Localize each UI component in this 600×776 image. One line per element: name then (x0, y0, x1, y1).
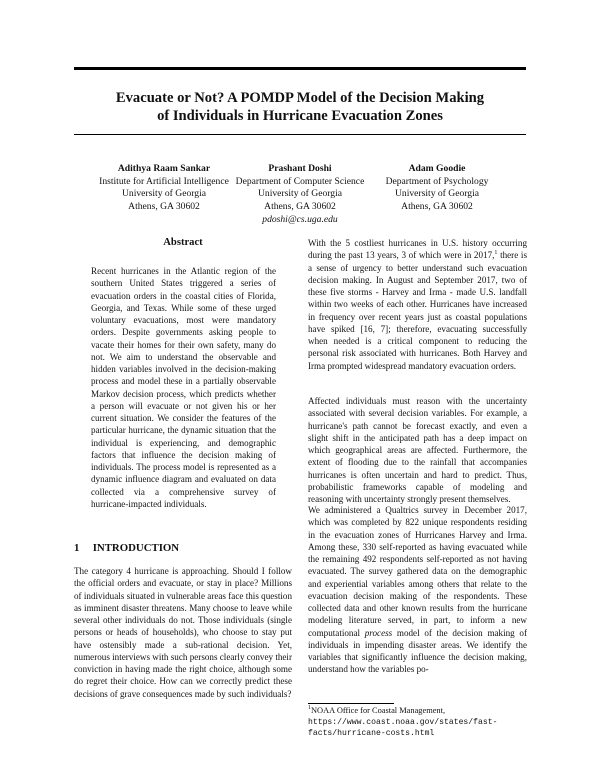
author-university: University of Georgia (257, 188, 342, 200)
author-city: Athens, GA 30602 (401, 201, 473, 213)
title-line-2: of Individuals in Hurricane Evacuation Zones (157, 108, 443, 124)
title-line-1: Evacuate or Not? A POMDP Model of the Decision Making (115, 90, 485, 106)
paper-title (74, 89, 526, 125)
right-paragraph-3-text-cont: model of the decision making of individuals in impending disaster areas. We identify the variables that significantly influence the decision making, understand how the variables po- (308, 627, 527, 675)
title-bottom-rule (74, 134, 526, 135)
right-paragraph-1 (308, 237, 527, 372)
right-paragraph-3-text: We administered a Qualtrics survey in December 2017, which was completed by 822 unique respondents residing in the evacuation zones of Hurricanes Harvey and Irma. Among these, 330 self-reported as having evacuated while the remaining 492 respondents self-reported as not having evacuated. The survey gathered data on the demographic and experiential variables among others that relate to the evacuation decision making of the respondents. These collected data and other known results from the hurricane modeling literature served, in part, to inform a new computational (308, 505, 527, 638)
right-paragraph-3 (308, 504, 527, 676)
author-name: Prashant Doshi (268, 163, 332, 174)
section-number: 1 (74, 542, 80, 554)
author-city: Athens, GA 30602 (264, 201, 336, 213)
author-name: Adam Goodie (408, 163, 466, 174)
abstract-text: Recent hurricanes in the Atlantic region of the southern United States triggered a series of evacuation orders in the coastal cities of Florida, Georgia, and Texas. While some of these urged voluntary evacuations, most were mandatory orders. Despite governments asking people to vacate their homes for their own safety, many do not. We aim to understand the observable and hidden variables involved in the decision-making process and model these in a partially observable Markov decision process, which predicts whether a person will evacuate or not given his or her current situation. We consider the features of the particular hurricane, the dynamic situation that the individual is experiencing, and demographic factors that influence the decision making of individuals. The process model is represented as a dynamic influence diagram and evaluated on data collected via a comprehensive survey of hurricane-impacted individuals. (91, 266, 276, 509)
author-university: University of Georgia (121, 188, 206, 200)
right-paragraph-1-text-cont: there is a sense of urgency to better understand such evacuation decision making. In August and September 2017, two of these five storms - Harvey and Irma - made U.S. landfall within two weeks of each other. Hurricanes have increased in frequency over recent years just as coastal populations have spiked [16, 7]; therefore, evacuating successfully when needed is a critical component to reducing the personal risk associated with hurricanes. Both Harvey and Irma prompted widespread mandatory evacuation orders. (308, 250, 527, 371)
author-university: University of Georgia (394, 188, 479, 200)
abstract-heading: Abstract (163, 237, 203, 248)
author-city: Athens, GA 30602 (128, 201, 200, 213)
author-affiliation: Institute for Artificial Intelligence (99, 175, 229, 187)
right-paragraph-2: Affected individuals must reason with the uncertainty associated with several decision variables. For example, a hurricane's path cannot be forecast exactly, and even a slight shift in the anticipated path has a deep impact on which geographical areas are affected. Furthermore, the extent of flooding due to the rainfall that accompanies hurricanes is often uncertain and hard to predict. Thus, probabilistic frameworks capable of modeling and reasoning with uncertainty strongly present themselves. (308, 396, 527, 504)
footnote-text: NOAA Office for Coastal Management, (311, 706, 446, 715)
footnote-rule (308, 703, 394, 704)
footnote-reference[interactable]: 1 (494, 250, 498, 257)
author-email[interactable]: pdoshi@cs.uga.edu (262, 213, 338, 225)
footnote-mark: 1 (308, 705, 311, 712)
footnote-url-link[interactable]: https://www.coast.noaa.gov/states/fast-facts/hurricane-costs.html (308, 717, 498, 739)
footnote (308, 706, 527, 740)
section-heading-introduction (74, 542, 179, 554)
section-title: INTRODUCTION (92, 542, 180, 554)
author-affiliation: Department of Psychology (385, 175, 489, 187)
title-top-rule (74, 67, 526, 70)
author-name: Adithya Raam Sankar (117, 163, 211, 174)
emphasis-process: process (364, 627, 393, 638)
author-block-3 (352, 163, 522, 214)
right-paragraph-1-text: With the 5 costliest hurricanes in U.S. history occurring during the past 13 years, 3 of which were in 2017, (308, 238, 527, 261)
introduction-paragraph: The category 4 hurricane is approaching. Should I follow the official orders and evacuate, or stay in place? Millions of individuals situated in vulnerable areas face this question as imminent disaster threatens. Many choose to leave while several other individuals do not. Those individuals (single persons or heads of households), who choose to stay put have ostensibly made a sub-rational decision. Yet, numerous interviews with such persons clearly convey their conviction in having made the right choice, although some do regret their choice. How can we correctly predict these decisions of grave consequences made by such individuals? (74, 566, 292, 699)
author-affiliation: Department of Computer Science (235, 175, 365, 187)
